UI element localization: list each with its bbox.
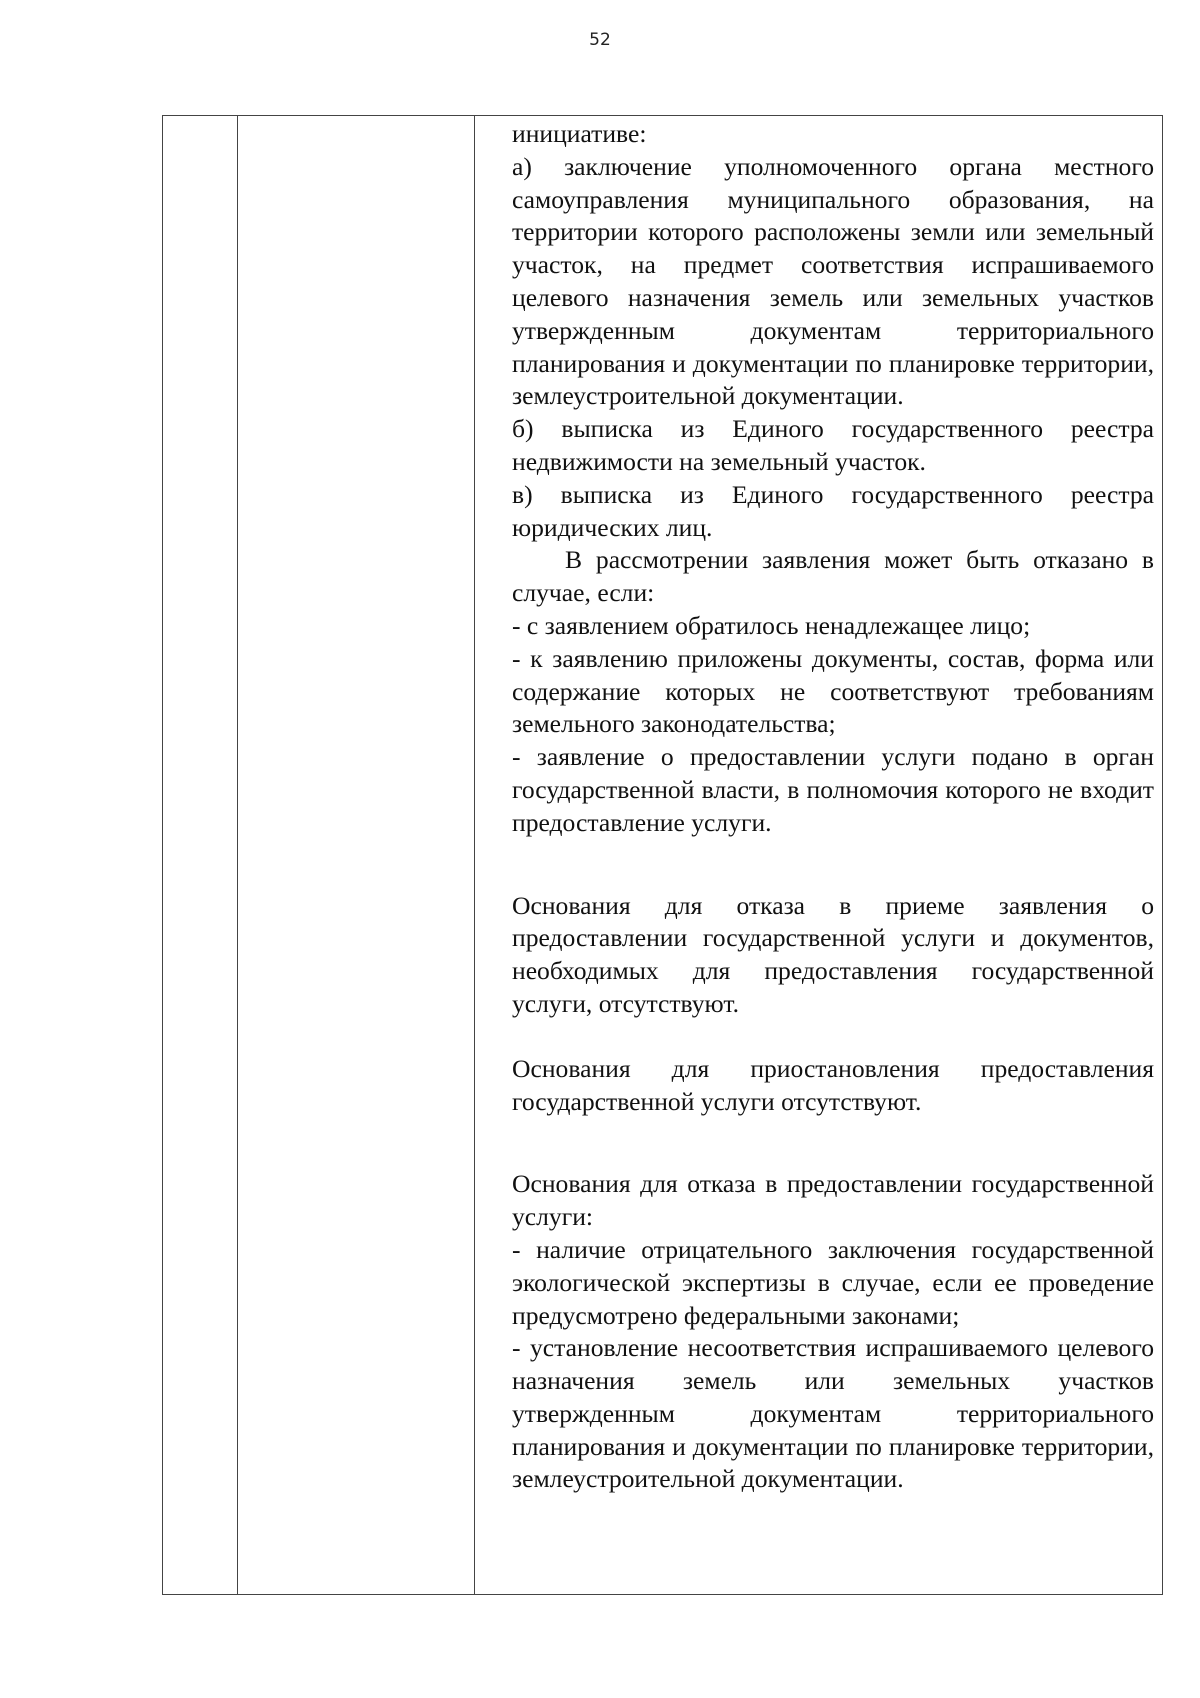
document-table — [162, 115, 1163, 1595]
list-item-improper-person: - с заявлением обратилось ненадлежащее лицо; — [512, 610, 1031, 640]
column-divider-2 — [474, 116, 475, 1594]
paragraph-suspension: Основания для приостановления предоставления государственной услуги отсутствуют. — [512, 1053, 1154, 1116]
paragraph-item-c: в) выписка из Единого государственного реестра юридических лиц. — [512, 479, 1154, 542]
table-cell-content — [512, 118, 1154, 1496]
list-item-purpose-mismatch: - установление несоответствия испрашиваемого целевого назначения земель или земельных участков утвержденным документам территориального планирования и документации по планировке территории, землеустроительной документации. — [512, 1333, 1154, 1494]
list-item-negative-expertise: - наличие отрицательного заключения государственной экологической экспертизы в случае, если ее проведение предусмотрено федеральными законами; — [512, 1234, 1154, 1330]
column-divider-1 — [237, 116, 238, 1594]
paragraph-refusal-consideration: В рассмотрении заявления может быть отказано в случае, если: — [512, 545, 1154, 608]
paragraph-initiative: инициативе: — [512, 119, 647, 148]
list-item-wrong-authority: - заявление о предоставлении услуги подано в орган государственной власти, в полномочия которого не входит предоставление услуги. — [512, 742, 1154, 837]
paragraph-item-a: а) заключение уполномоченного органа местного самоуправления муниципального образования, на территории которого расположены земли или земельный участок, на предмет соответствия испрашиваемого целевого назначения земель или земельных участков утвержденным документам территориального планирования и документации по планировке территории, землеустроительной документации. — [512, 151, 1154, 411]
paragraph-refusal-reception: Основания для отказа в приеме заявления о предоставлении государственной услуги и документов, необходимых для предоставления государственной услуги, отсутствуют. — [512, 890, 1154, 1018]
list-item-documents-mismatch: - к заявлению приложены документы, состав, форма или содержание которых не соответствуют требованиям земельного законодательства; — [512, 643, 1154, 739]
paragraph-refusal-grounds-heading: Основания для отказа в предоставлении государственной услуги: — [512, 1169, 1154, 1232]
paragraph-item-b: б) выписка из Единого государственного реестра недвижимости на земельный участок. — [512, 414, 1154, 476]
page-number: 52 — [589, 30, 611, 50]
